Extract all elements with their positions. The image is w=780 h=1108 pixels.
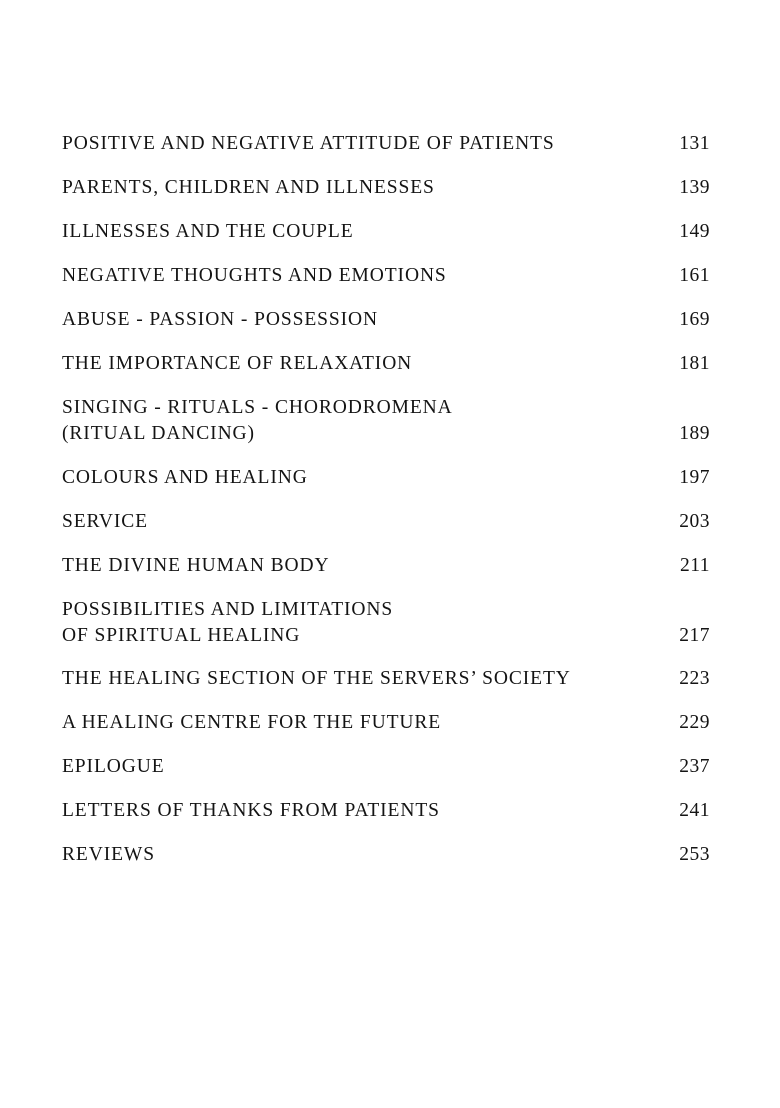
toc-entry-title: REVIEWS	[62, 844, 155, 865]
toc-entry-title: LETTERS OF THANKS FROM PATIENTS	[62, 800, 440, 821]
toc-entry-title: THE HEALING SECTION OF THE SERVERS’ SOCIETY	[62, 668, 571, 689]
toc-entry	[62, 509, 710, 535]
toc-entry-title: A HEALING CENTRE FOR THE FUTURE	[62, 712, 442, 733]
toc-entry-title: THE DIVINE HUMAN BODY	[62, 555, 330, 576]
toc-entry	[62, 131, 710, 157]
toc-entry-title: EPILOGUE	[62, 756, 165, 777]
toc-entry-page: 149	[679, 221, 710, 242]
toc-entry	[62, 798, 710, 824]
toc-entry	[62, 842, 710, 868]
toc-entry-title: COLOURS AND HEALING	[62, 467, 308, 488]
toc-entry-title: SINGING - RITUALS - CHORODROMENA	[62, 397, 453, 418]
toc-entry	[62, 175, 710, 201]
toc-entry-page: 223	[679, 668, 710, 689]
toc-entry-page: 139	[679, 177, 710, 198]
toc-entry-title-continued: (RITUAL DANCING)	[62, 423, 255, 444]
toc-entry-title: THE IMPORTANCE OF RELAXATION	[62, 353, 413, 374]
toc-entry-title-continued: OF SPIRITUAL HEALING	[62, 625, 301, 646]
toc-entry-page: 211	[679, 555, 710, 576]
toc-entry-page: 197	[679, 467, 710, 488]
toc-entry-title: SERVICE	[62, 511, 148, 532]
toc-entry	[62, 754, 710, 780]
toc-entry	[62, 307, 710, 333]
toc-entry-title: PARENTS, CHILDREN AND ILLNESSES	[62, 177, 435, 198]
toc-entry-page: 131	[679, 133, 710, 154]
toc-entry-page: 203	[679, 511, 710, 532]
toc-entry	[62, 263, 710, 289]
toc-entry	[62, 351, 710, 377]
toc-entry-page: 229	[679, 712, 710, 733]
toc-entry-page: 189	[679, 423, 710, 444]
toc-entry-page: 217	[679, 625, 710, 646]
toc-entry-page: 253	[679, 844, 710, 865]
toc-entry	[62, 219, 710, 245]
toc-entry	[62, 710, 710, 736]
toc-entry-page: 237	[679, 756, 710, 777]
toc-entry-title: ILLNESSES AND THE COUPLE	[62, 221, 354, 242]
toc-entry	[62, 395, 710, 447]
toc-entry-page: 241	[679, 800, 710, 821]
toc-entry-title: ABUSE - PASSION - POSSESSION	[62, 309, 378, 330]
toc-entry-page: 169	[679, 309, 710, 330]
toc-entry	[62, 553, 710, 579]
toc-entry	[62, 465, 710, 491]
toc-entry	[62, 666, 710, 692]
toc-entry-title: POSITIVE AND NEGATIVE ATTITUDE OF PATIENTS	[62, 133, 555, 154]
toc-entry-page: 161	[679, 265, 710, 286]
toc-entry-title: POSSIBILITIES AND LIMITATIONS	[62, 599, 394, 620]
toc-entry	[62, 597, 710, 649]
toc-entry-page: 181	[679, 353, 710, 374]
toc-entry-title: NEGATIVE THOUGHTS AND EMOTIONS	[62, 265, 447, 286]
